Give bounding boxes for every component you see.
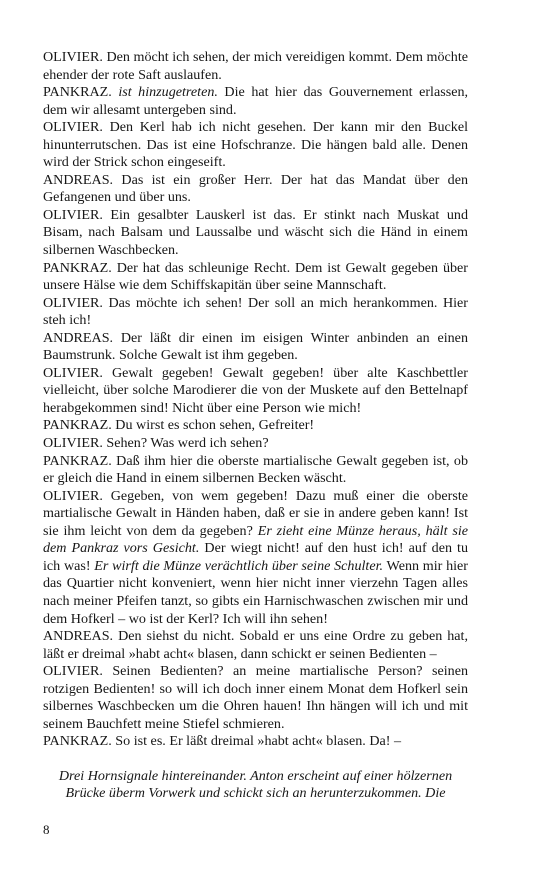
speech-text: ANDREAS. Das ist ein großer Herr. Der hat das Mandat über den Gefangenen und über uns. xyxy=(43,171,468,206)
dialogue-paragraph xyxy=(43,435,468,453)
stage-direction-inline: Er zieht eine Münze heraus, hält sie dem Pankraz vors Gesicht. xyxy=(43,522,469,557)
stage-direction-inline: ist hinzugetreten. xyxy=(118,84,218,101)
dialogue-paragraph xyxy=(43,733,468,751)
speech-text: OLIVIER. Gegeben, von wem gegeben! Dazu muß einer die oberste martialische Gewalt in Händen haben, daß er sie in andere geben kann! Ist sie ihm leicht von dem da gegeben? xyxy=(43,487,468,539)
dialogue-paragraph xyxy=(43,628,468,663)
dialogue-paragraph xyxy=(43,207,468,260)
speech-text: PANKRAZ. Der hat das schleunige Recht. Dem ist Gewalt gegeben über unsere Hälse wie dem Schiffskapitän über seine Mannschaft. xyxy=(43,259,468,294)
dialogue-paragraph xyxy=(43,49,468,84)
dialogue-text xyxy=(43,49,468,803)
speech-text: OLIVIER. Das möchte ich sehen! Der soll an mich herankommen. Hier steh ich! xyxy=(43,294,468,329)
speech-text: Die hat hier das Gouvernement erlassen, dem wir allesamt untergeben sind. xyxy=(43,84,469,118)
dialogue-paragraph xyxy=(43,488,468,628)
dialogue-paragraph xyxy=(43,417,468,435)
speech-text: PANKRAZ. Du wirst es schon sehen, Gefreiter! xyxy=(43,417,315,434)
stage-direction-inline: Er wirft die Münze verächtlich über seine Schulter. xyxy=(94,557,384,574)
dialogue-paragraph xyxy=(43,172,468,207)
speech-text: OLIVIER. Seinen Bedienten? an meine martialische Person? seinen rotzigen Bedienten! so will ich doch inner einem Monat dem Hofkerl sein silbernes Waschbecken um die Ohren hauen! Ihn hängen will ich und mit seinem Bauchfett meine Stiefel schmieren. xyxy=(43,663,468,732)
speech-text: PANKRAZ. xyxy=(43,84,119,101)
dialogue-paragraph xyxy=(43,295,468,330)
speech-text: ANDREAS. Der läßt dir einen im eisigen Winter anbinden an einen Baumstrunk. Solche Gewalt ist ihm gegeben. xyxy=(43,329,468,364)
speech-text: OLIVIER. Gewalt gegeben! Gewalt gegeben! über alte Kaschbettler vielleicht, über solche Marodierer die von der Muskete auf den Bettelnapf herabgekommen sind! Nicht über eine Person wie mich! xyxy=(43,364,468,416)
speech-text: Der wiegt nicht! auf den hust ich! auf den tu ich was! xyxy=(43,540,469,574)
dialogue-paragraph xyxy=(43,84,468,119)
dialogue-paragraph xyxy=(43,330,468,365)
speech-text: OLIVIER. Den möcht ich sehen, der mich vereidigen kommt. Dem möchte ehender der rote Saft auslaufen. xyxy=(43,49,468,83)
speech-text: OLIVIER. Den Kerl hab ich nicht gesehen. Der kann mir den Buckel hinunterrutschen. Das ist eine Hofschranze. Die hängen bald alle. Denen wird der Strick schon eingeseift. xyxy=(43,119,468,171)
speech-text: Wenn mir hier das Quartier nicht konveniert, wenn hier nicht inner vierzehn Tagen alles nach meiner Pfeifen tanzt, so gibts ein Harnischwaschen zwischen mir und dem Hofkerl – wo ist der Kerl? Ich will ihn sehen! xyxy=(43,557,468,627)
speech-text: PANKRAZ. Daß ihm hier die oberste martialische Gewalt gegeben ist, ob er gleich die Hand in einem silbernen Becken wäscht. xyxy=(43,452,468,487)
page-number: 8 xyxy=(43,822,50,837)
speech-text: PANKRAZ. So ist es. Er läßt dreimal »habt acht« blasen. Da! – xyxy=(43,733,402,750)
speech-text: OLIVIER. Sehen? Was werd ich sehen? xyxy=(43,435,269,452)
dialogue-paragraph xyxy=(43,119,468,172)
speech-text: OLIVIER. Ein gesalbter Lauskerl ist das. Er stinkt nach Muskat und Bisam, nach Balsam und Laussalbe und wäscht sich die Händ in einem silbernen Waschbecken. xyxy=(43,206,468,259)
stage-direction: Drei Hornsignale hintereinander. Anton erscheint auf einer hölzernen Brücke überm Vorwerk und schickt sich an herunterzukommen. Die xyxy=(58,767,453,802)
dialogue-paragraph xyxy=(43,453,468,488)
dialogue-paragraph xyxy=(43,663,468,733)
dialogue-paragraph xyxy=(43,365,468,418)
speech-text: ANDREAS. Den siehst du nicht. Sobald er uns eine Ordre zu geben hat, läßt er dreimal »habt acht« blasen, dann schickt er seinen Bedienten – xyxy=(43,628,468,662)
dialogue-paragraph xyxy=(43,260,468,295)
